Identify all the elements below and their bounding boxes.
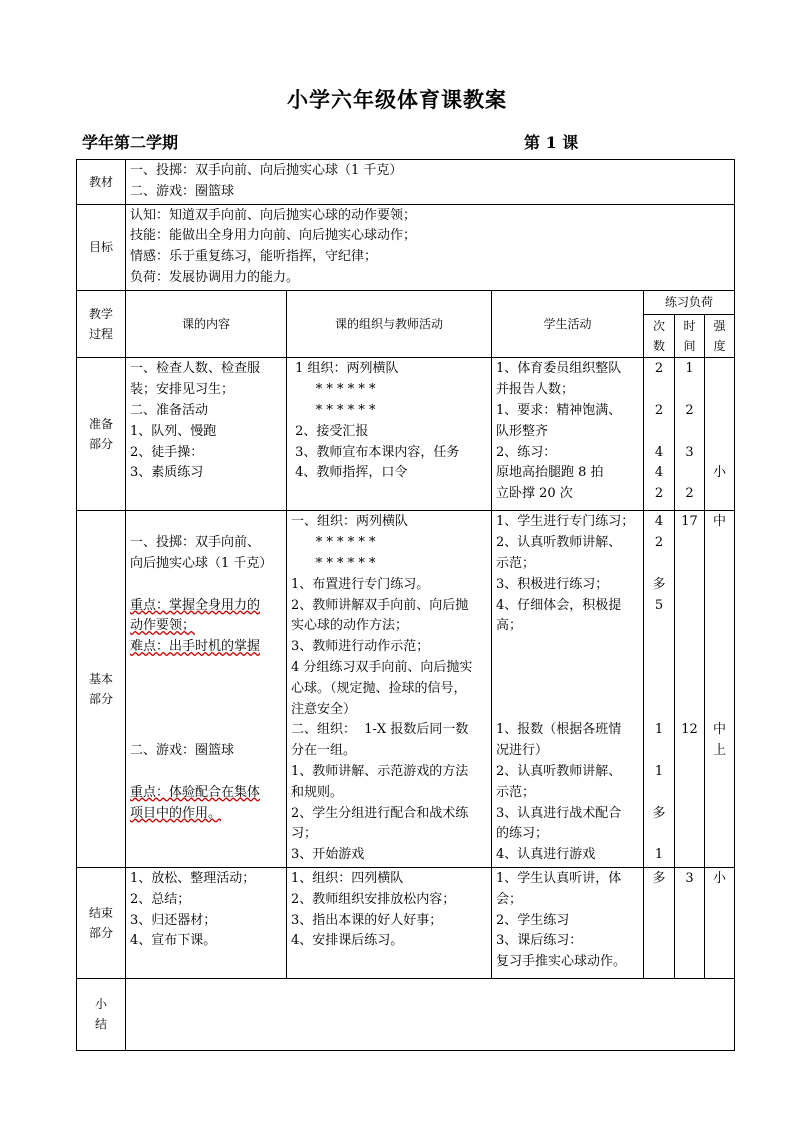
text-line: 多: [652, 805, 666, 821]
text-line: 4、仔细体会，积极提: [496, 597, 622, 613]
process-header-text: 教学过程: [88, 307, 113, 342]
text-line: 2: [654, 535, 664, 551]
text-line: 2、练习：: [496, 444, 557, 460]
text-line: 重点：体验配合在集体: [130, 784, 261, 800]
text-line: [705, 637, 734, 658]
text-line: [675, 596, 704, 617]
text-line: 动作要领；: [130, 618, 196, 634]
text-line: 1: [654, 763, 664, 779]
text-line: [496, 637, 639, 658]
text-line: 和规则。: [291, 784, 344, 800]
text-line: 二、准备活动: [130, 402, 209, 418]
text-line: 中: [713, 722, 727, 738]
text-line: [644, 637, 674, 658]
text-line: [675, 783, 704, 804]
student-header: 学生活动: [492, 290, 644, 358]
text-line: [705, 700, 734, 721]
count-header: [644, 314, 675, 358]
text-line: 难点：出手时机的掌握: [130, 639, 261, 655]
basic-organization: [287, 511, 492, 868]
text-line: [705, 575, 734, 596]
text-line: 项目中的作用。: [130, 805, 222, 821]
text-line: 的练习；: [496, 826, 549, 842]
text-line: [675, 575, 704, 596]
text-line: 并报告人数；: [496, 382, 575, 398]
text-line: 2、认真听教师讲解、: [496, 535, 622, 551]
text-line: 1: [654, 722, 664, 738]
text-line: 立卧撑 20 次: [496, 486, 573, 502]
text-line: 向后抛实心球（1 千克）: [130, 555, 273, 571]
load-header: 练习负荷: [644, 290, 735, 314]
text-line: [705, 679, 734, 700]
text-line: 2、学生练习: [496, 912, 570, 928]
text-line: 3、素质练习: [130, 465, 204, 481]
text-line: * * * * * *: [291, 382, 376, 398]
lesson-number: 第 1 课: [524, 133, 579, 152]
text-line: 1: [654, 847, 664, 863]
end-label: [77, 867, 126, 978]
text-line: 2、学生分组进行配合和战术练: [291, 805, 469, 821]
text-line: 1、学生认真听讲，体: [496, 870, 622, 886]
text-line: 1、学生进行专门练习；: [496, 514, 635, 530]
text-line: [130, 720, 282, 741]
text-line: [644, 422, 674, 443]
text-line: 1: [685, 361, 694, 377]
text-line: 1、放松、整理活动；: [130, 870, 256, 886]
prep-time: [675, 358, 705, 511]
text-line: 4: [654, 444, 664, 460]
text-line: [705, 533, 734, 554]
summary-label: [77, 978, 126, 1050]
text-line: [675, 679, 704, 700]
text-line: 2: [654, 486, 664, 502]
text-line: 2、认真听教师讲解、: [496, 763, 622, 779]
text-line: [130, 658, 282, 679]
text-line: 2: [654, 402, 664, 418]
text-line: [705, 484, 734, 505]
text-line: * * * * * *: [291, 535, 376, 551]
text-line: 1、队列、慢跑: [130, 423, 217, 439]
text-line: 高；: [496, 618, 523, 634]
text-line: [644, 700, 674, 721]
text-line: 4、教师指挥，口令: [291, 465, 408, 481]
text-line: [496, 679, 639, 700]
end-section-row: [77, 867, 735, 978]
text-line: 一、投掷：双手向前、向后抛实心球（1 千克）: [130, 163, 403, 178]
text-line: 认知：知道双手向前、向后抛实心球的动作要领；: [130, 207, 417, 223]
text-line: [675, 554, 704, 575]
text-line: 2: [654, 361, 664, 377]
text-line: [675, 616, 704, 637]
text-line: 示范；: [496, 555, 536, 571]
basic-label-text: 基本部分: [88, 672, 113, 707]
end-label-text: 结束部分: [88, 905, 113, 940]
text-line: [705, 380, 734, 401]
text-line: [705, 783, 734, 804]
text-line: 分在一组。: [291, 743, 357, 759]
basic-content: [126, 511, 287, 868]
basic-section-row: [77, 511, 735, 868]
text-line: 2: [685, 486, 694, 502]
text-line: 3、积极进行练习；: [496, 576, 609, 592]
prep-organization: [287, 358, 492, 511]
text-line: 1、布置进行专门练习。: [291, 576, 430, 592]
text-line: * * * * * *: [291, 402, 376, 418]
text-line: [705, 422, 734, 443]
text-line: [644, 679, 674, 700]
text-line: 二、游戏：圈篮球: [130, 743, 235, 759]
prep-section-row: [77, 358, 735, 511]
end-organization: [287, 867, 492, 978]
text-line: [705, 762, 734, 783]
text-line: 1 组织：两列横队: [291, 361, 399, 377]
text-line: 小: [713, 465, 727, 481]
text-line: [705, 554, 734, 575]
text-line: [496, 700, 639, 721]
prep-count: [644, 358, 675, 511]
text-line: 1、要求：精神饱满、: [496, 402, 622, 418]
text-line: [496, 658, 639, 679]
basic-count: [644, 511, 675, 868]
prep-label-text: 准备部分: [88, 417, 113, 452]
text-line: [675, 658, 704, 679]
text-line: 上: [713, 743, 727, 759]
text-line: [644, 380, 674, 401]
end-intensity: [705, 867, 735, 978]
text-line: [130, 679, 282, 700]
text-line: 一、投掷：双手向前、: [130, 535, 261, 551]
page-title: 小学六年级体育课教案: [287, 87, 507, 112]
text-line: 会；: [496, 891, 523, 907]
intensity-header-text: 强度: [713, 318, 726, 353]
text-line: 4: [654, 514, 664, 530]
text-line: 3、认真进行战术配合: [496, 805, 622, 821]
prep-content: [126, 358, 287, 511]
text-line: 12: [681, 722, 698, 738]
text-line: 复习手推实心球动作。: [496, 954, 627, 970]
text-line: [675, 380, 704, 401]
text-line: [130, 575, 282, 596]
text-line: 示范；: [496, 784, 536, 800]
text-line: [130, 700, 282, 721]
time-header: [675, 314, 705, 358]
count-header-text: 次数: [652, 318, 665, 353]
header-row: [77, 290, 735, 314]
text-line: 小: [713, 870, 727, 886]
text-line: * * * * * *: [291, 555, 376, 571]
end-count: [644, 867, 675, 978]
summary-label-text: 小结: [94, 997, 107, 1032]
intensity-header: [705, 314, 735, 358]
summary-row: [77, 978, 735, 1050]
process-header: [77, 290, 126, 358]
text-line: [675, 533, 704, 554]
text-line: 况进行）: [496, 743, 549, 759]
text-line: [705, 845, 734, 866]
text-line: [705, 658, 734, 679]
text-line: [675, 700, 704, 721]
material-content: [126, 160, 735, 205]
text-line: 一、检查人数、检查服: [130, 361, 261, 377]
material-label: 教材: [77, 160, 126, 205]
text-line: 3、指出本课的好人好事；: [291, 912, 443, 928]
basic-intensity: [705, 511, 735, 868]
text-line: [675, 824, 704, 845]
text-line: [705, 359, 734, 380]
text-line: [675, 845, 704, 866]
text-line: [675, 762, 704, 783]
goals-content: [126, 204, 735, 290]
text-line: 2: [685, 402, 694, 418]
text-line: 二、组织： 1-X 报数后同一数: [291, 722, 469, 738]
text-line: 3、课后练习：: [496, 933, 583, 949]
end-student: [492, 867, 644, 978]
text-line: 3: [685, 444, 694, 460]
text-line: 2、徒手操：: [130, 444, 204, 460]
time-header-text: 时间: [683, 318, 696, 353]
text-line: 2、教师讲解双手向前、向后抛: [291, 597, 469, 613]
prep-student: [492, 358, 644, 511]
text-line: [705, 596, 734, 617]
text-line: 3、开始游戏: [291, 847, 365, 863]
goals-row: [77, 204, 735, 290]
text-line: [675, 463, 704, 484]
text-line: 二、游戏：圈篮球: [130, 183, 235, 199]
end-time: [675, 867, 705, 978]
text-line: [705, 804, 734, 825]
text-line: 4、宣布下课。: [130, 933, 217, 949]
text-line: 1、体育委员组织整队: [496, 361, 622, 377]
content-header: 课的内容: [126, 290, 287, 358]
prep-intensity: [705, 358, 735, 511]
text-line: 多: [652, 576, 666, 592]
text-line: [130, 512, 282, 533]
basic-label: [77, 511, 126, 868]
text-line: 中: [713, 514, 727, 530]
text-line: [644, 783, 674, 804]
text-line: 情感：乐于重复练习，能听指挥，守纪律；: [130, 249, 378, 265]
text-line: [705, 443, 734, 464]
text-line: 2、总结；: [130, 891, 191, 907]
prep-label: [77, 358, 126, 511]
text-line: [675, 637, 704, 658]
text-line: 负荷：发展协调用力的能力。: [130, 269, 300, 285]
text-line: 3: [685, 870, 694, 886]
text-line: [705, 401, 734, 422]
text-line: 5: [654, 597, 664, 613]
text-line: 队形整齐: [496, 423, 549, 439]
text-line: [130, 762, 282, 783]
semester-label: 学年第二学期: [82, 133, 179, 152]
text-line: [675, 804, 704, 825]
text-line: 2、接受汇报: [291, 423, 369, 439]
text-line: 心球。（规定抛、捡球的信号，: [291, 680, 467, 696]
text-line: [644, 554, 674, 575]
text-line: 习；: [291, 826, 318, 842]
text-line: 装；安排见习生；: [130, 382, 235, 398]
text-line: 技能：能做出全身用力向前、向后抛实心球动作；: [130, 228, 417, 244]
text-line: 4 分组练习双手向前、向后抛实: [291, 659, 473, 675]
text-line: 实心球的动作方法；: [291, 618, 409, 634]
text-line: 1、教师讲解、示范游戏的方法: [291, 763, 469, 779]
basic-student: [492, 511, 644, 868]
text-line: [705, 616, 734, 637]
text-line: [644, 824, 674, 845]
basic-time: [675, 511, 705, 868]
text-line: 3、教师宣布本课内容，任务: [291, 444, 460, 460]
text-line: [675, 422, 704, 443]
text-line: [644, 658, 674, 679]
text-line: 3、归还器材；: [130, 912, 217, 928]
summary-content: [126, 978, 735, 1050]
end-content: [126, 867, 287, 978]
text-line: [644, 741, 674, 762]
text-line: 多: [652, 870, 666, 886]
text-line: 重点：掌握全身用力的: [130, 597, 261, 613]
text-line: 2、教师组织安排放松内容；: [291, 891, 456, 907]
text-line: [675, 741, 704, 762]
text-line: 1、报数（根据各班情: [496, 722, 622, 738]
text-line: 1、组织：四列横队: [291, 870, 404, 886]
text-line: 4、安排课后练习。: [291, 933, 404, 949]
text-line: 4: [654, 465, 664, 481]
lesson-plan-table: [76, 159, 735, 1051]
text-line: 4、认真进行游戏: [496, 847, 596, 863]
goals-label: 目标: [77, 204, 126, 290]
material-row: [77, 160, 735, 205]
text-line: 一、组织：两列横队: [291, 514, 409, 530]
text-line: [644, 616, 674, 637]
organization-header: 课的组织与教师活动: [287, 290, 492, 358]
text-line: [705, 824, 734, 845]
text-line: 17: [681, 514, 698, 530]
text-line: 注意安全）: [291, 701, 357, 717]
text-line: 3、教师进行动作示范；: [291, 639, 430, 655]
text-line: 原地高抬腿跑 8 拍: [496, 465, 604, 481]
